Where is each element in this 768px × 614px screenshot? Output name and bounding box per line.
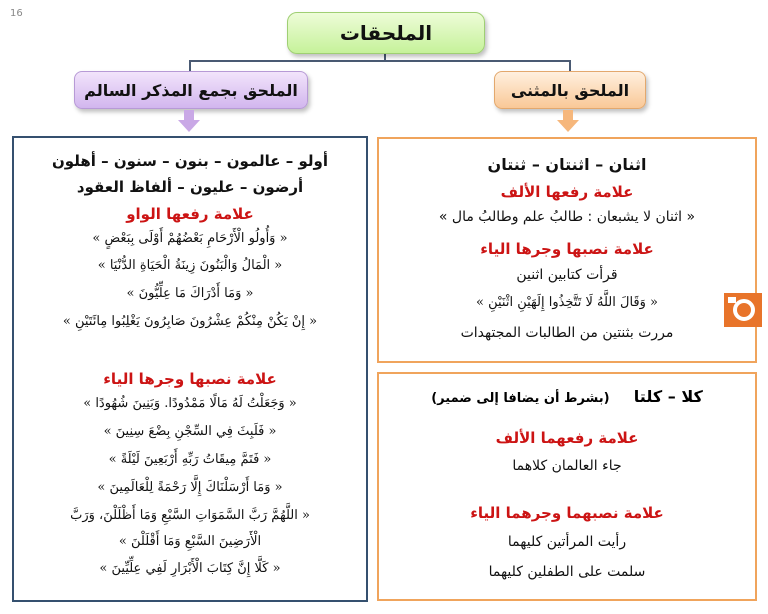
left-line: « وَأُولُو الْأَرْحَامِ بَعْضُهُمْ أَوْلَى بِبَعْضٍ » <box>92 231 288 246</box>
right-down-arrow-icon <box>557 120 579 132</box>
title-box <box>287 12 485 54</box>
right-heading-box <box>494 71 646 109</box>
connector-right-drop <box>569 60 571 71</box>
right-line: رأيت المرأتين كليهما <box>507 534 627 550</box>
left-panel <box>12 136 368 602</box>
right-line: مررت بثنتين من الطالبات المجتهدات <box>460 325 674 341</box>
orange-logo-icon <box>724 293 762 327</box>
left-heading-box <box>74 71 308 109</box>
left-line: الْأَرَضِينَ السَّبْعِ وَمَا أَقْلَلْنَ » <box>118 534 262 549</box>
left-heading: الملحق بجمع المذكر السالم <box>84 80 298 100</box>
left-line: أولو – عالمون – بنون – سنون – أهلون <box>52 152 328 170</box>
left-line: « وَمَا أَرْسَلْنَاكَ إِلَّا رَحْمَةً لِلْعَالَمِينَ » <box>97 480 283 495</box>
left-line: « إِنْ يَكُنْ مِنْكُمْ عِشْرُونَ صَابِرُونَ يَغْلِبُوا مِائَتَيْنِ » <box>62 314 318 329</box>
left-arrow-stem <box>184 110 194 120</box>
left-line: أرضون – عليون – ألفاظ العقود <box>76 178 304 196</box>
right-line: جاء العالمان كلاهما <box>512 458 622 474</box>
title: الملحقات <box>339 21 433 45</box>
right-line: اثنان – اثنتان – ثنتان <box>487 155 647 174</box>
right-bottom-panel <box>377 372 757 601</box>
right-rule: علامة رفعهما الألف <box>495 429 639 447</box>
connector-horizontal <box>189 60 571 62</box>
left-line: « كَلَّا إِنَّ كِتَابَ الْأَبْرَارِ لَفِي عِلِّيِّينَ » <box>99 561 281 576</box>
kila-condition: (بشرط أن يضافا إلى ضمير) <box>431 391 610 406</box>
kila-header <box>379 387 755 406</box>
right-heading: الملحق بالمثنى <box>510 80 630 100</box>
kila-words: كلا – كلتا <box>633 387 703 406</box>
right-line: سلمت على الطفلين كليهما <box>488 564 646 580</box>
right-rule: علامة نصبها وجرها الياء <box>480 240 654 258</box>
right-rule: علامة نصبهما وجرهما الياء <box>470 504 664 522</box>
left-rule: علامة رفعها الواو <box>126 205 254 223</box>
right-arrow-stem <box>563 110 573 120</box>
left-line: « وَمَا أَدْرَاكَ مَا عِلِّيُّونَ » <box>126 286 254 301</box>
right-line: قرأت كتابين اثنين <box>516 267 618 283</box>
left-line: « الْمَالُ وَالْبَنُونَ زِينَةُ الْحَيَاةِ الدُّنْيَا » <box>97 258 283 273</box>
right-line: « اثنان لا يشبعان : طالبُ علم وطالبُ مال » <box>438 209 696 225</box>
left-line: « اللَّهُمَّ رَبَّ السَّمَوَاتِ السَّبْعِ وَمَا أَظْلَلْنَ، وَرَبَّ <box>70 508 310 523</box>
connector-left-drop <box>189 60 191 71</box>
page-number: 16 <box>10 8 23 19</box>
left-rule: علامة نصبها وجرها الياء <box>103 370 277 388</box>
right-rule: علامة رفعها الألف <box>500 183 634 201</box>
right-line: « وَقَالَ اللَّهُ لَا تَتَّخِذُوا إِلَهَيْنِ اثْنَيْنِ » <box>476 295 658 310</box>
right-top-panel <box>377 137 757 363</box>
left-line: « فَلَبِثَ فِي السِّجْنِ بِضْعَ سِنِينَ » <box>103 424 277 439</box>
left-down-arrow-icon <box>178 120 200 132</box>
left-line: « وَجَعَلْتُ لَهُ مَالًا مَمْدُودًا. وَبَنِينَ شُهُودًا » <box>83 396 297 411</box>
left-line: « فَتَمَّ مِيقَاتُ رَبِّهِ أَرْبَعِينَ لَيْلَةً » <box>108 452 272 467</box>
